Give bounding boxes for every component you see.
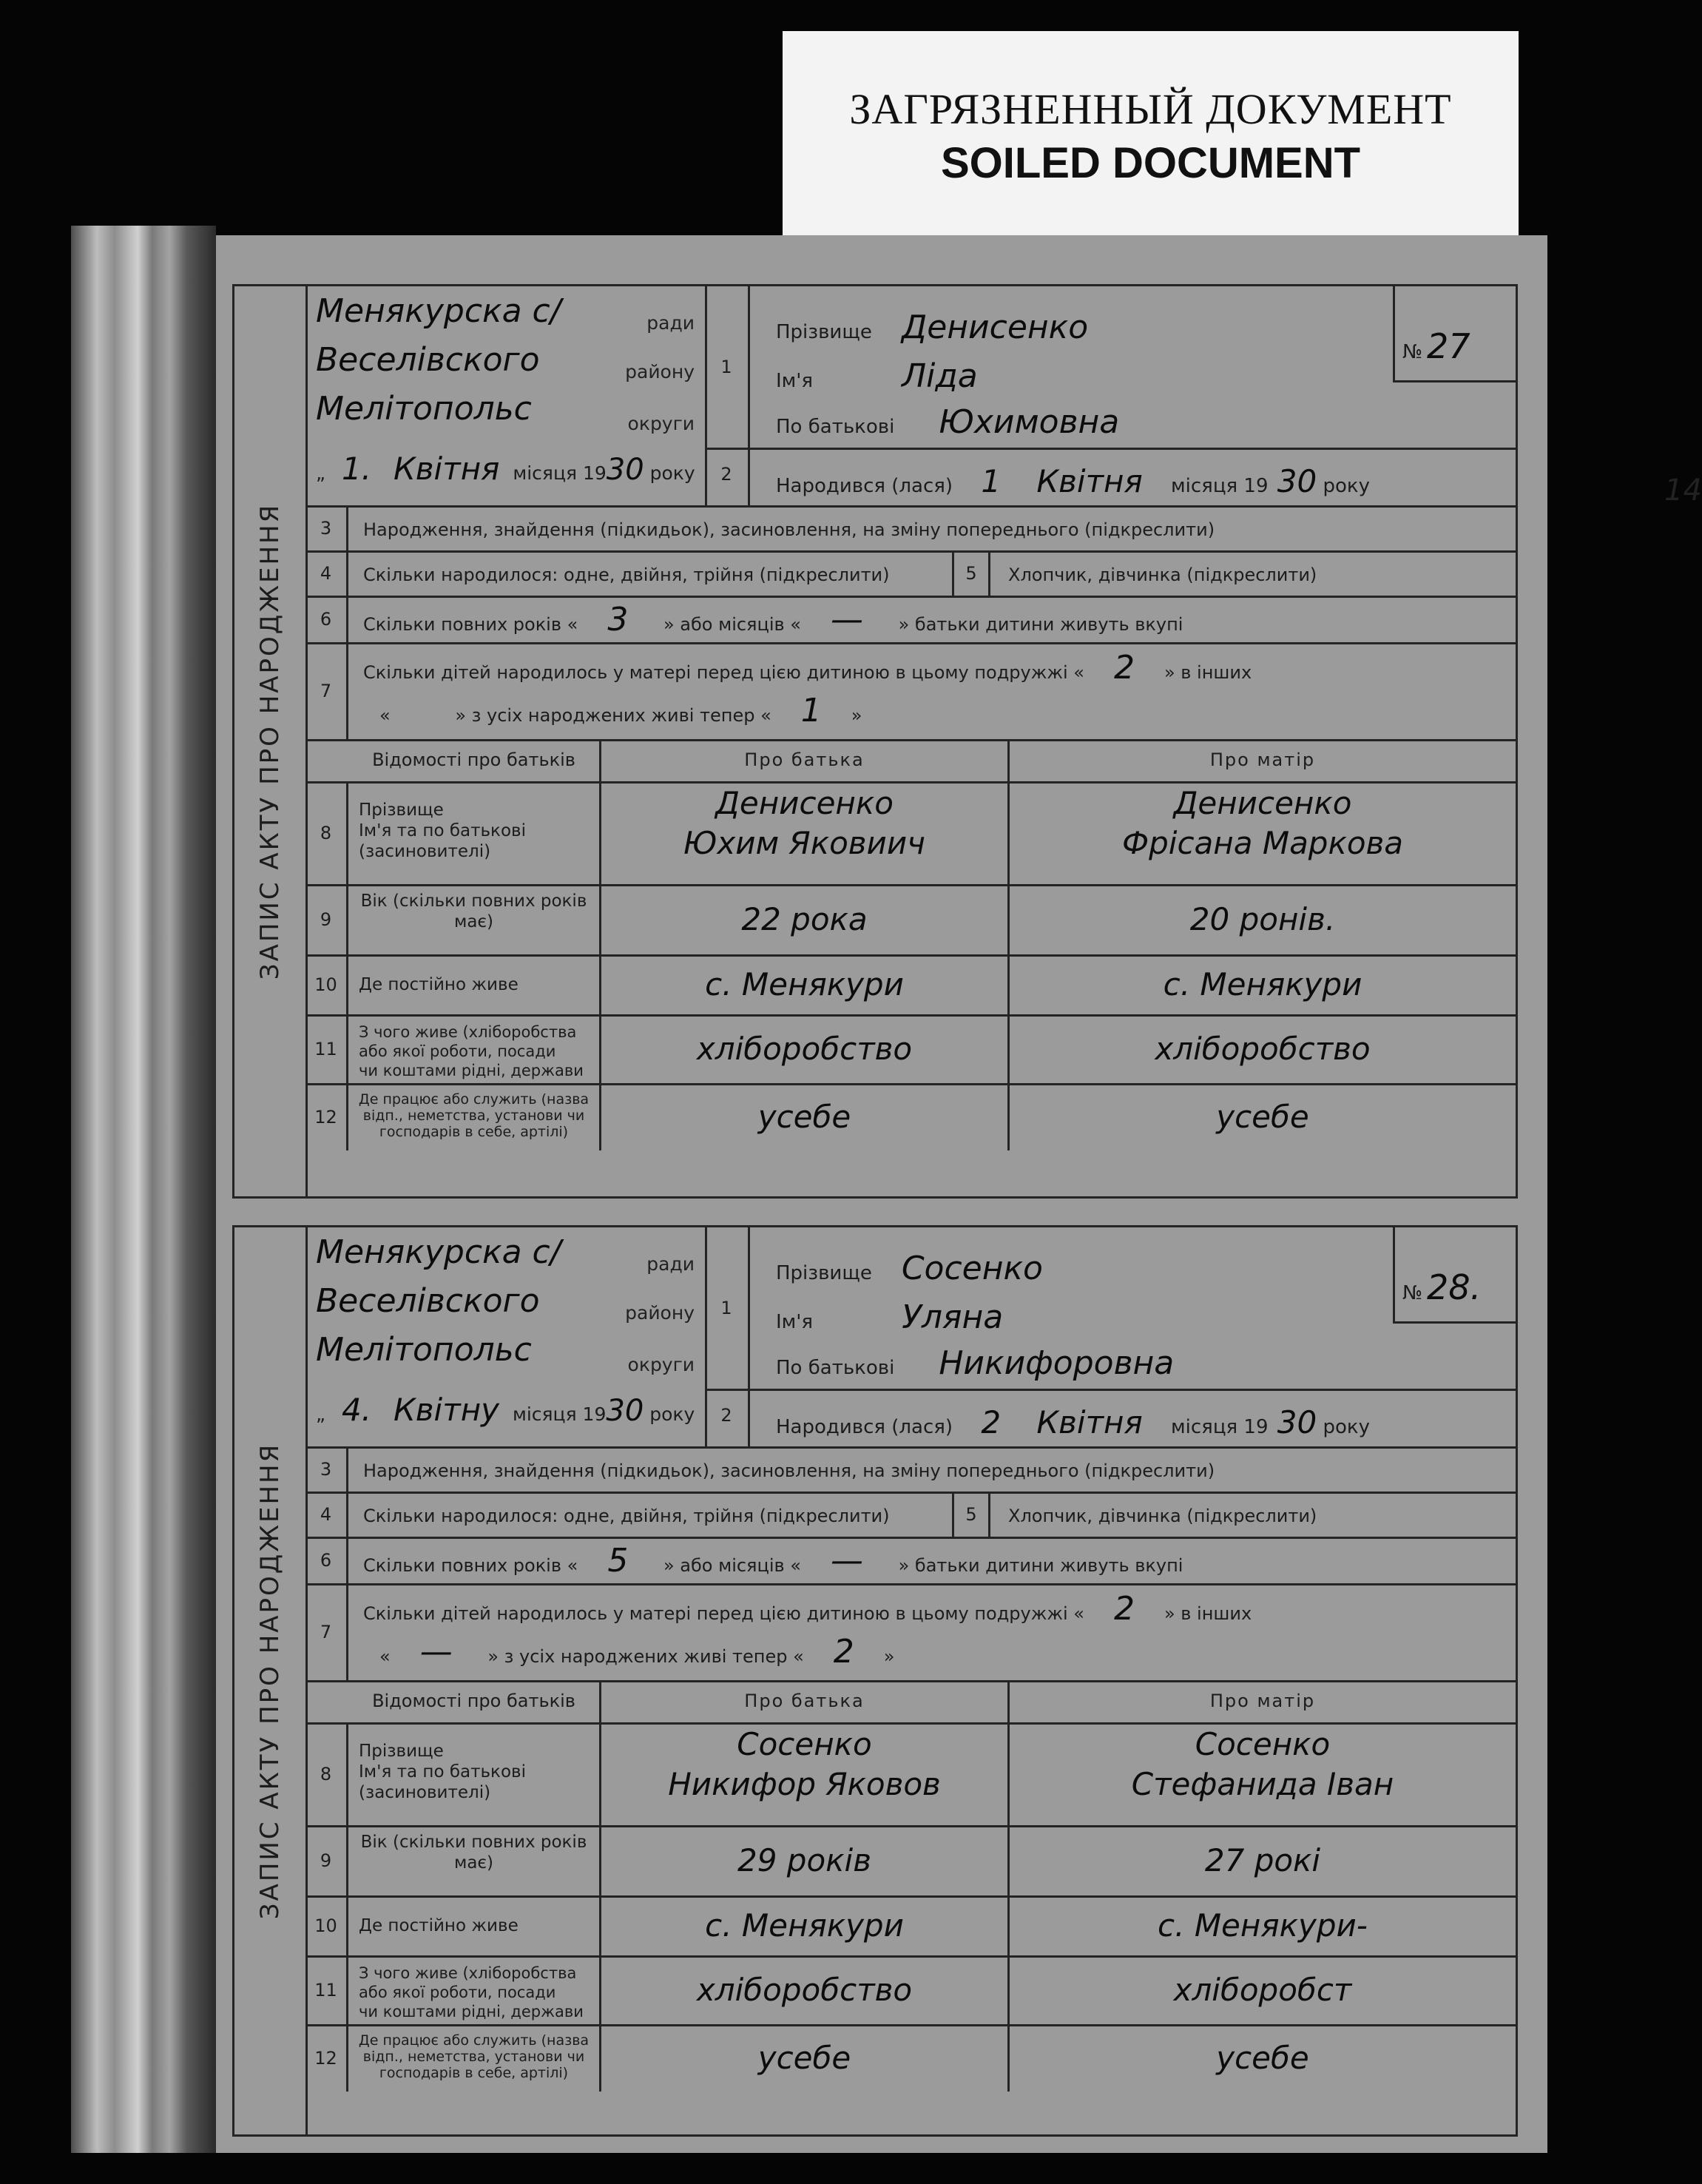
row-number-3: 3 <box>320 1459 332 1480</box>
row-number-2: 2 <box>720 464 732 485</box>
birth-type-text: Народження, знайдення (підкидьок), засиновлення, на зміну попереднього (підкреслити) <box>363 519 1215 540</box>
rada-value: Менякурска с/ <box>316 1233 561 1271</box>
parents-heading: Відомості про батьків <box>372 1691 575 1711</box>
record-number-box <box>1393 286 1516 382</box>
parents-header <box>305 741 1516 783</box>
register-page <box>216 235 1702 2153</box>
mother-name: Фрісана Маркова <box>1121 825 1404 861</box>
row-number-1: 1 <box>720 1298 732 1318</box>
birth-type-text: Народження, знайдення (підкидьок), засиновлення, на зміну попереднього (підкреслити) <box>363 1460 1215 1481</box>
okruh-value: Мелітопольс <box>316 1331 532 1369</box>
children-other-label: » в інших <box>1164 662 1252 683</box>
row-number-6: 6 <box>320 609 332 630</box>
header-row-numbers <box>705 286 750 505</box>
alive-now: 2 <box>833 1633 854 1671</box>
mother-surname: Денисенко <box>1173 785 1352 821</box>
registration-year: 30 <box>606 453 644 487</box>
record-number: 28. <box>1427 1267 1482 1307</box>
father-heading: Про батька <box>744 1691 865 1711</box>
work-label: Де працює або служить (назва відп., неметства, установи чи господарів в себе, артілі) <box>358 1091 590 1140</box>
birth-year: 30 <box>1277 1404 1317 1440</box>
father-name: Никифор Яковов <box>668 1766 941 1802</box>
children-before-label: Скільки дітей народилось у матері перед цією дитиною в цьому подружжі « <box>363 1603 1084 1624</box>
row-8 <box>305 783 1516 886</box>
mother-residence: с. Менякури- <box>1158 1907 1368 1944</box>
months-together-label: » або місяців « <box>663 614 801 635</box>
row-number-8: 8 <box>320 1764 332 1784</box>
row-number-10: 10 <box>314 1915 337 1936</box>
years-together-label: Скільки повних років « <box>363 1555 578 1576</box>
child-patronymic: Юхимовна <box>939 403 1120 441</box>
sex-text: Хлопчик, дівчинка (підкреслити) <box>1008 564 1317 585</box>
living-label: З чого живе (хліборобства або якої роботи, посади чи коштами рідні, держави <box>359 1964 584 2020</box>
name-label: Ім'я <box>776 370 814 392</box>
mother-surname: Сосенко <box>1195 1726 1331 1762</box>
fio-label: Прізвище Ім'я та по батькові (засиновителі) <box>359 1742 526 1802</box>
mother-name: Стефанида Іван <box>1131 1766 1394 1802</box>
raion-label: району <box>625 1302 695 1324</box>
child-details <box>748 286 1516 505</box>
row-number-5: 5 <box>965 1504 977 1525</box>
father-heading: Про батька <box>744 749 865 770</box>
side-title <box>234 1227 308 2134</box>
child-name: Уляна <box>902 1298 1004 1336</box>
month-label: місяця 19 <box>513 462 607 484</box>
father-work: усебе <box>757 2040 851 2076</box>
fio-label: Прізвище Ім'я та по батькові (засиновителі) <box>359 801 526 861</box>
number-label: № <box>1402 1282 1423 1304</box>
raion-label: району <box>625 361 695 382</box>
mother-living: хліборобст <box>1173 1972 1352 2008</box>
birth-year: 30 <box>1277 463 1317 499</box>
row-6 <box>305 1539 1516 1585</box>
row-9 <box>305 886 1516 957</box>
child-name: Ліда <box>902 357 978 395</box>
row-11 <box>305 1017 1516 1085</box>
child-surname: Денисенко <box>901 309 1089 346</box>
residence-label: Де постійно живе <box>359 1916 519 1935</box>
registration-month: Квітня <box>393 451 500 487</box>
record-number: 27 <box>1427 326 1470 366</box>
years-together: 5 <box>607 1542 629 1580</box>
father-residence: с. Менякури <box>705 1907 904 1944</box>
row-number-11: 11 <box>314 1039 337 1059</box>
header-row-numbers <box>705 1227 750 1446</box>
work-label: Де працює або служить (назва відп., неметства, установи чи господарів в себе, артілі) <box>358 2032 590 2081</box>
birth-month-label: місяця 19 <box>1171 475 1269 497</box>
alive-now: 1 <box>800 692 822 729</box>
father-surname: Денисенко <box>715 785 894 821</box>
children-before: 2 <box>1113 649 1135 687</box>
alive-now-label: » з усіх народжених живі тепер « <box>455 705 771 726</box>
mother-heading: Про матір <box>1209 749 1316 770</box>
row-number-3: 3 <box>320 518 332 539</box>
registration-office: Менякурска с/ ради Веселівского району Мелітопольс округи „ 4. Квітну місяця 1930 року <box>305 1227 707 1446</box>
months-together-label: » або місяців « <box>663 1555 801 1576</box>
mother-work: усебе <box>1216 2040 1309 2076</box>
row-4-5 <box>305 1494 1516 1539</box>
registration-day: 4. <box>341 1392 372 1428</box>
registration-year: 30 <box>606 1394 644 1428</box>
number-label: № <box>1402 341 1423 363</box>
row-number-8: 8 <box>320 823 332 843</box>
parents-header <box>305 1682 1516 1725</box>
mother-living: хліборобство <box>1155 1031 1371 1067</box>
children-before-label: Скільки дітей народилось у матері перед цією дитиною в цьому подружжі « <box>363 662 1084 683</box>
row-10 <box>305 1898 1516 1958</box>
rada-label: ради <box>646 312 695 334</box>
page-number: 14 <box>1664 473 1702 508</box>
multiplicity-text: Скільки народилося: одне, двійня, трійня (підкреслити) <box>363 1506 890 1526</box>
together-label: » батьки дитини живуть вкупі <box>898 614 1183 635</box>
row-number-6: 6 <box>320 1550 332 1571</box>
book-binding <box>71 226 216 2153</box>
child-patronymic: Никифоровна <box>939 1344 1175 1382</box>
quote-open: « <box>379 1646 391 1667</box>
row-number-5: 5 <box>965 563 977 584</box>
father-work: усебе <box>757 1099 851 1135</box>
age-label: Вік (скільки повних років має) <box>360 1833 587 1873</box>
father-surname: Сосенко <box>737 1726 872 1762</box>
side-title <box>234 286 308 1196</box>
living-label: З чого живе (хліборобства або якої роботи, посади чи коштами рідні, держави <box>359 1023 584 1079</box>
quote-close: » <box>883 1646 895 1667</box>
year-label: року <box>649 1403 695 1425</box>
row-3 <box>305 508 1516 553</box>
father-residence: с. Менякури <box>705 966 904 1002</box>
mother-age: 27 рокі <box>1204 1842 1321 1878</box>
row-number-10: 10 <box>314 974 337 995</box>
born-label: Народився (лася) <box>776 1416 953 1438</box>
patronymic-label: По батькові <box>776 416 895 438</box>
patronymic-label: По батькові <box>776 1357 895 1379</box>
child-details <box>748 1227 1516 1446</box>
row-number-4: 4 <box>320 563 332 584</box>
birth-record-1 <box>232 284 1518 1199</box>
mother-work: усебе <box>1216 1099 1309 1135</box>
child-surname: Сосенко <box>901 1250 1043 1287</box>
quote-close: » <box>851 705 862 726</box>
record-body <box>305 286 1516 1196</box>
row-12 <box>305 1085 1516 1150</box>
birth-month-label: місяця 19 <box>1171 1416 1269 1438</box>
raion-value: Веселівского <box>316 341 540 379</box>
okruh-label: округи <box>627 1354 695 1375</box>
year-label: року <box>649 462 695 484</box>
row-4-5 <box>305 553 1516 598</box>
surname-label: Прізвище <box>776 1262 872 1284</box>
birth-month: Квітня <box>1036 1404 1143 1440</box>
born-label: Народився (лася) <box>776 475 953 497</box>
stamp-russian-text: ЗАГРЯЗНЕННЫЙ ДОКУМЕНТ <box>849 85 1452 133</box>
birth-year-label: року <box>1323 475 1371 497</box>
row-7 <box>305 1585 1516 1682</box>
row-7 <box>305 644 1516 741</box>
quote-open: « <box>379 705 391 726</box>
months-together: — <box>830 1542 863 1580</box>
record-body <box>305 1227 1516 2134</box>
months-together: — <box>830 601 863 638</box>
row-8 <box>305 1725 1516 1827</box>
soiled-document-stamp <box>783 31 1519 246</box>
row-number-7: 7 <box>320 1622 332 1642</box>
birth-day: 1 <box>981 463 1002 499</box>
sex-text: Хлопчик, дівчинка (підкреслити) <box>1008 1506 1317 1526</box>
row-number-2: 2 <box>720 1405 732 1426</box>
okruh-value: Мелітопольс <box>316 390 532 428</box>
birth-record-2 <box>232 1225 1518 2137</box>
row-number-4: 4 <box>320 1504 332 1525</box>
row-11 <box>305 1958 1516 2026</box>
birth-year-label: року <box>1323 1416 1371 1438</box>
row-number-9: 9 <box>320 1850 332 1871</box>
father-age: 29 років <box>737 1842 871 1878</box>
registration-day: 1. <box>341 451 372 487</box>
together-label: » батьки дитини живуть вкупі <box>898 1555 1183 1576</box>
residence-label: Де постійно живе <box>359 975 519 994</box>
children-before: 2 <box>1113 1590 1135 1628</box>
age-label: Вік (скільки повних років має) <box>360 892 587 931</box>
row-number-9: 9 <box>320 909 332 930</box>
father-name: Юхим Яковиич <box>683 825 925 861</box>
name-label: Ім'я <box>776 1311 814 1333</box>
children-other-label: » в інших <box>1164 1603 1252 1624</box>
row-number-7: 7 <box>320 681 332 701</box>
birth-date-line <box>748 1389 1516 1449</box>
side-title-text: ЗАПИС АКТУ ПРО НАРОДЖЕННЯ <box>255 1442 285 1920</box>
birth-day: 2 <box>981 1404 1002 1440</box>
row-number-12: 12 <box>314 1107 337 1128</box>
years-together: 3 <box>607 601 629 638</box>
rada-value: Менякурска с/ <box>316 292 561 330</box>
birth-month: Квітня <box>1036 463 1143 499</box>
side-title-text: ЗАПИС АКТУ ПРО НАРОДЖЕННЯ <box>255 502 285 980</box>
row-number-1: 1 <box>720 357 732 377</box>
birth-date-line <box>748 448 1516 508</box>
registration-office: Менякурска с/ ради Веселівского району Мелітопольс округи „ 1. Квітня місяця 1930 року <box>305 286 707 505</box>
raion-value: Веселівского <box>316 1282 540 1320</box>
row-12 <box>305 2026 1516 2092</box>
mother-heading: Про матір <box>1209 1691 1316 1711</box>
row-6 <box>305 598 1516 644</box>
record-header <box>305 286 1516 508</box>
surname-label: Прізвище <box>776 321 872 343</box>
rada-label: ради <box>646 1253 695 1275</box>
row-10 <box>305 957 1516 1017</box>
stamp-english-text: SOILED DOCUMENT <box>940 139 1361 187</box>
month-label: місяця 19 <box>512 1403 607 1425</box>
registration-month: Квітну <box>393 1392 500 1428</box>
mother-residence: с. Менякури <box>1163 966 1362 1002</box>
father-living: хліборобство <box>696 1031 913 1067</box>
years-together-label: Скільки повних років « <box>363 614 578 635</box>
row-number-12: 12 <box>314 2048 337 2069</box>
father-age: 22 рока <box>741 901 868 937</box>
multiplicity-text: Скільки народилося: одне, двійня, трійня (підкреслити) <box>363 564 890 585</box>
okruh-label: округи <box>627 413 695 434</box>
children-other: — <box>419 1633 453 1671</box>
row-9 <box>305 1827 1516 1898</box>
record-header <box>305 1227 1516 1449</box>
row-number-11: 11 <box>314 1980 337 2001</box>
record-number-box <box>1393 1227 1516 1324</box>
father-living: хліборобство <box>696 1972 913 2008</box>
mother-age: 20 ронів. <box>1189 901 1336 937</box>
row-3 <box>305 1449 1516 1494</box>
alive-now-label: » з усіх народжених живі тепер « <box>487 1646 804 1667</box>
parents-heading: Відомості про батьків <box>372 749 575 770</box>
